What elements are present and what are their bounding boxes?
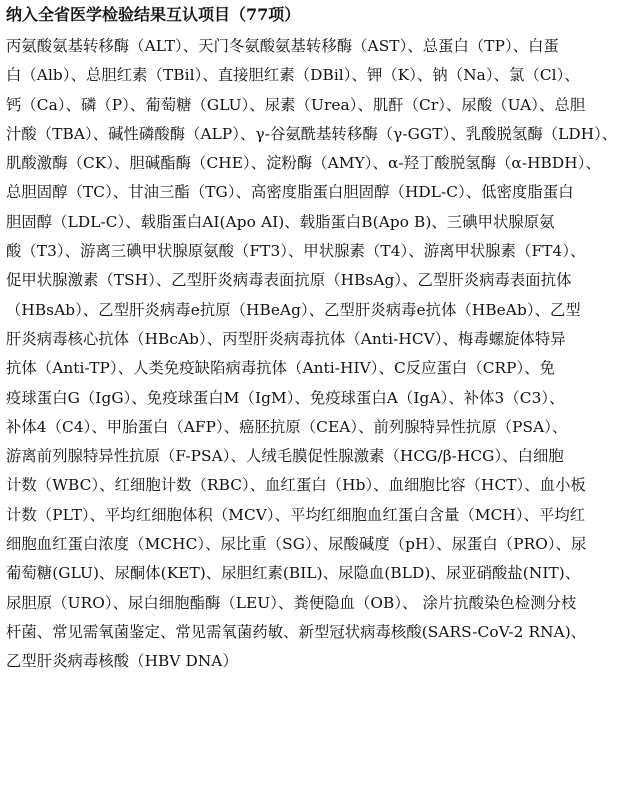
body-line: 细胞血红蛋白浓度（MCHC）、尿比重（SG）、尿酸碱度（pH）、尿蛋白（PRO）、尿 — [6, 535, 587, 554]
body-line: 白（Alb）、总胆红素（TBil）、直接胆红素（DBil）、钾（K）、钠（Na）、氯（Cl）、 — [6, 66, 580, 85]
body-line: 计数（WBC）、红细胞计数（RBC）、血红蛋白（Hb）、血细胞比容（HCT）、血小板 — [6, 476, 586, 495]
body-line: 钙（Ca）、磷（P）、葡萄糖（GLU）、尿素（Urea）、肌酐（Cr）、尿酸（UA）、总胆 — [6, 95, 586, 114]
body-line: 补体4（C4）、甲胎蛋白（AFP）、癌胚抗原（CEA）、前列腺特异性抗原（PSA）、 — [6, 417, 568, 436]
body-line: 游离前列腺特异性抗原（F-PSA）、人绒毛膜促性腺激素（HCG/β-HCG）、白细胞 — [6, 447, 564, 466]
body-line: 疫球蛋白G（IgG）、免疫球蛋白M（IgM）、免疫球蛋白A（IgA）、补体3（C3）、 — [6, 388, 565, 407]
body-line: 促甲状腺激素（TSH）、乙型肝炎病毒表面抗原（HBsAg）、乙型肝炎病毒表面抗体 — [6, 271, 572, 290]
document-body — [6, 32, 632, 677]
body-line: 胆固醇（LDL-C）、载脂蛋白AI(Apo AI)、载脂蛋白B(Apo B)、三碘甲状腺原氨 — [6, 212, 555, 231]
body-line: 杆菌、常见需氧菌鉴定、常见需氧菌药敏、新型冠状病毒核酸(SARS-CoV-2 RNA)、 — [6, 622, 587, 641]
body-line: 抗体（Anti-TP）、人类免疫缺陷病毒抗体（Anti-HIV）、C反应蛋白（CRP）、免 — [6, 359, 556, 378]
document-page — [6, 4, 632, 677]
body-line: 计数（PLT）、平均红细胞体积（MCV）、平均红细胞血红蛋白含量（MCH）、平均红 — [6, 505, 586, 524]
body-line: 总胆固醇（TC）、甘油三酯（TG）、高密度脂蛋白胆固醇（HDL-C）、低密度脂蛋白 — [6, 183, 574, 202]
body-line: 肝炎病毒核心抗体（HBcAb）、丙型肝炎病毒抗体（Anti-HCV）、梅毒螺旋体特异 — [6, 329, 566, 348]
document-title: 纳入全省医学检验结果互认项目（77项） — [6, 5, 301, 24]
body-line: 尿胆原（URO）、尿白细胞酯酶（LEU）、粪便隐血（OB）、 涂片抗酸染色检测分枝 — [6, 593, 577, 612]
body-line: （HBsAb）、乙型肝炎病毒e抗原（HBeAg）、乙型肝炎病毒e抗体（HBeAb）、乙型 — [6, 300, 581, 319]
body-line: 乙型肝炎病毒核酸（HBV DNA） — [6, 652, 238, 671]
body-line: 酸（T3）、游离三碘甲状腺原氨酸（FT3）、甲状腺素（T4）、游离甲状腺素（FT4）、 — [6, 242, 586, 261]
body-line: 汁酸（TBA）、碱性磷酸酶（ALP）、γ-谷氨酰基转移酶（γ-GGT）、乳酸脱氢酶（LDH）、 — [6, 124, 618, 143]
body-line: 肌酸激酶（CK）、胆碱酯酶（CHE）、淀粉酶（AMY）、α-羟丁酸脱氢酶（α-HBDH）、 — [6, 154, 601, 173]
body-line: 葡萄糖(GLU)、尿酮体(KET)、尿胆红素(BIL)、尿隐血(BLD)、尿亚硝酸盐(NIT)、 — [6, 564, 581, 583]
body-line: 丙氨酸氨基转移酶（ALT）、天门冬氨酸氨基转移酶（AST）、总蛋白（TP）、白蛋 — [6, 37, 559, 55]
